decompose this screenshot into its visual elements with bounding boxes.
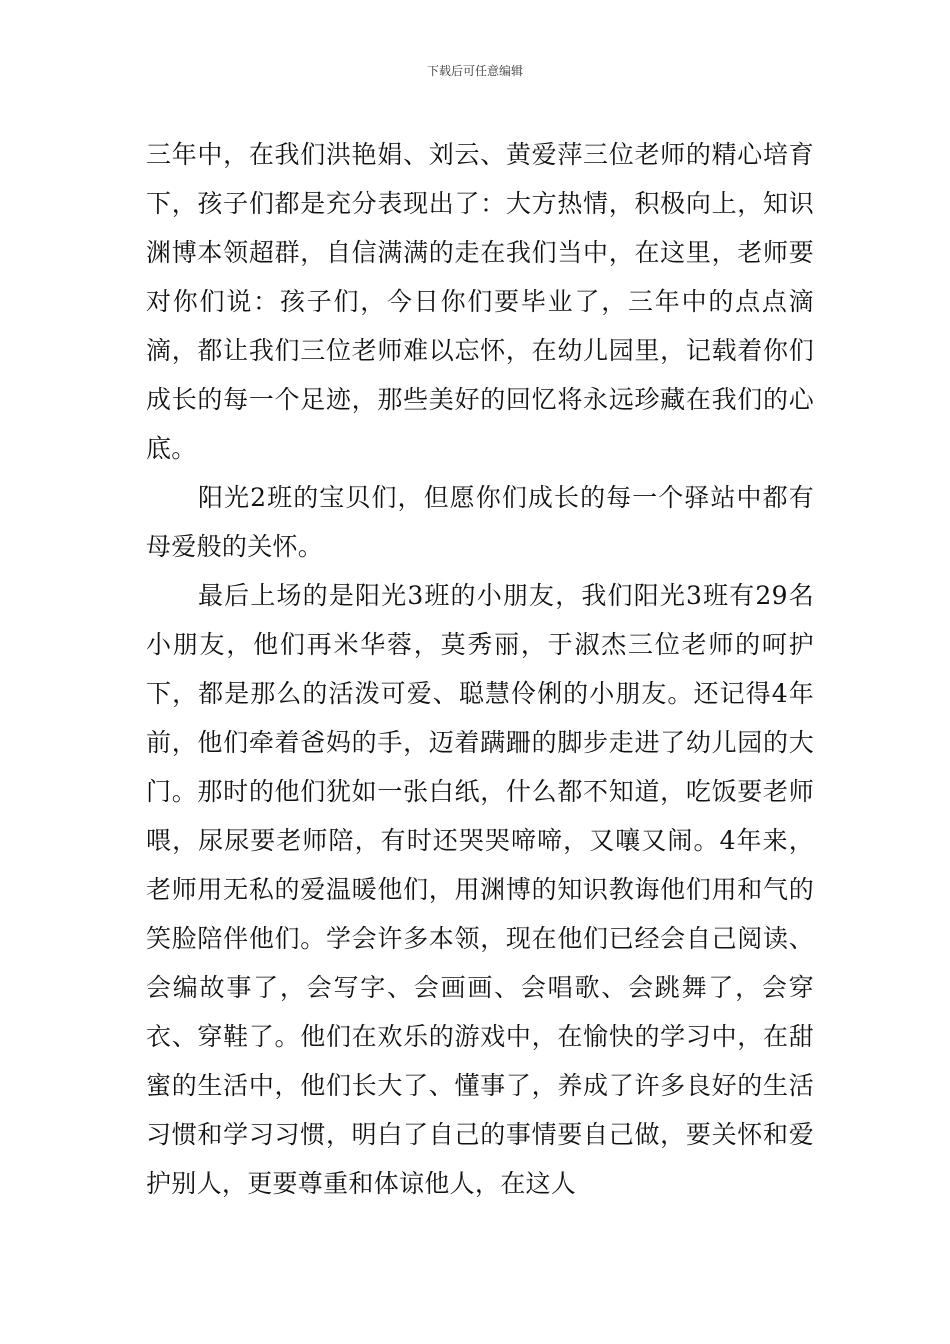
paragraph-2: 阳光2班的宝贝们，但愿你们成长的每一个驿站中都有母爱般的关怀。 (146, 483, 814, 561)
paragraph-1: 三年中，在我们洪艳娟、刘云、黄爱萍三位老师的精心培育下，孩子们都是充分表现出了：大方热情，积极向上，知识渊博本领超群，自信满满的走在我们当中，在这里，老师要对你们说：孩子们，今日你们要毕业了，三年中的点点滴滴，都让我们三位老师难以忘怀，在幼儿园里，记载着你们成长的每一个足迹，那些美好的回忆将永远珍藏在我们的心底。 (146, 140, 814, 463)
document-body (146, 130, 814, 1208)
paragraph-3: 最后上场的是阳光3班的小朋友，我们阳光3班有29名小朋友，他们再米华蓉，莫秀丽，于淑杰三位老师的呵护下，都是那么的活泼可爱、聪慧伶俐的小朋友。还记得4年前，他们牵着爸妈的手，迈着蹒跚的脚步走进了幼儿园的大门。那时的他们犹如一张白纸，什么都不知道，吃饭要老师喂，尿尿要老师陪，有时还哭哭啼啼，又嚷又闹。4年来，老师用无私的爱温暖他们，用渊博的知识教诲他们用和气的笑脸陪伴他们。学会许多本领，现在他们已经会自己阅读、会编故事了，会写字、会画画、会唱歌、会跳舞了，会穿衣、穿鞋了。他们在欢乐的游戏中，在愉快的学习中，在甜蜜的生活中，他们长大了、懂事了，养成了许多良好的生活习惯和学习习惯，明白了自己的事情要自己做，要关怀和爱护别人，更要尊重和体谅他人，在这人 (146, 581, 814, 1198)
page-header: 下载后可任意编辑 (426, 64, 523, 78)
